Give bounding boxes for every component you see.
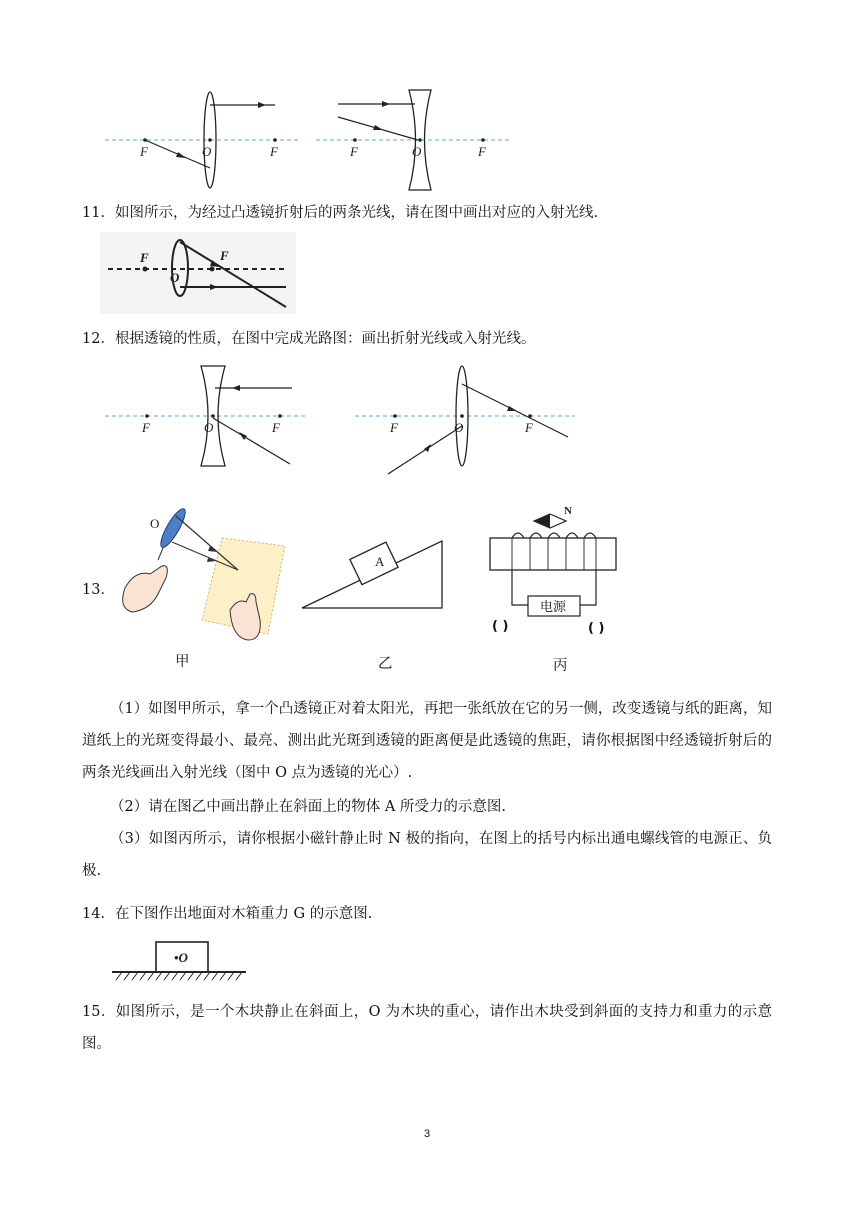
- question-15: [82, 996, 772, 1060]
- focus-label: F: [272, 420, 280, 435]
- question-text: 如图所示，为经过凸透镜折射后的两条光线，请在图中画出对应的入射光线.: [114, 205, 599, 221]
- power-source-label: 电源: [540, 600, 567, 615]
- question-number: 11．: [82, 205, 115, 221]
- optical-center-label: O: [170, 270, 180, 285]
- right-bracket-blank: ( ): [588, 621, 605, 636]
- page-number: 3: [424, 1128, 431, 1140]
- focus-label: F: [390, 420, 398, 435]
- focus-label: F: [478, 144, 486, 159]
- center-of-gravity-label: •O: [174, 950, 188, 965]
- q13-part-2: （2）请在图乙中画出静止在斜面上的物体 A 所受力的示意图.: [110, 799, 507, 815]
- north-pole-label: N: [564, 505, 572, 517]
- question-text: 根据透镜的性质，在图中完成光路图：画出折射光线或入射光线。: [114, 331, 536, 347]
- optical-center-label: O: [204, 420, 214, 435]
- block-a-label: A: [375, 554, 385, 569]
- focus-label: F: [220, 248, 229, 263]
- question-number: 12．: [82, 331, 115, 347]
- q13-part-1: （1）如图甲所示，拿一个凸透镜正对着太阳光，再把一张纸放在它的另一侧，改变透镜与纸的距离，知道纸上的光斑变得最小、最亮、测出此光斑到透镜的距离便是此透镜的焦距，请你根据图中经透镜折射后的两条光线画出入射光线（图中 O 点为透镜的光心）.: [82, 701, 772, 781]
- panel-label-bing: 丙: [553, 658, 568, 674]
- panel-label-jia: 甲: [175, 654, 190, 670]
- focus-label: F: [140, 144, 148, 159]
- q13-part-3: （3）如图丙所示，请你根据小磁针静止时 N 极的指向，在图上的括号内标出通电螺线管的电源正、负极.: [82, 831, 772, 879]
- question-13-number: 13．: [82, 582, 115, 598]
- optical-center-label: O: [412, 144, 422, 159]
- focus-label: F: [350, 144, 358, 159]
- optical-center-label: O: [202, 144, 212, 159]
- optical-center-label: O: [454, 420, 464, 435]
- optical-center-label: O: [150, 516, 160, 531]
- question-text: 如图所示，是一个木块静止在斜面上，O 为木块的重心，请作出木块受到斜面的支持力和重力的示意图。: [82, 1004, 773, 1052]
- question-number: 15．: [82, 1004, 116, 1020]
- focus-label: F: [142, 420, 150, 435]
- focus-label: F: [140, 250, 149, 265]
- question-text: 在下图作出地面对木箱重力 G 的示意图.: [114, 906, 373, 922]
- left-bracket-blank: ( ): [492, 619, 509, 634]
- question-number: 14．: [82, 906, 115, 922]
- focus-label: F: [270, 144, 278, 159]
- focus-label: F: [525, 420, 533, 435]
- panel-label-yi: 乙: [378, 656, 393, 672]
